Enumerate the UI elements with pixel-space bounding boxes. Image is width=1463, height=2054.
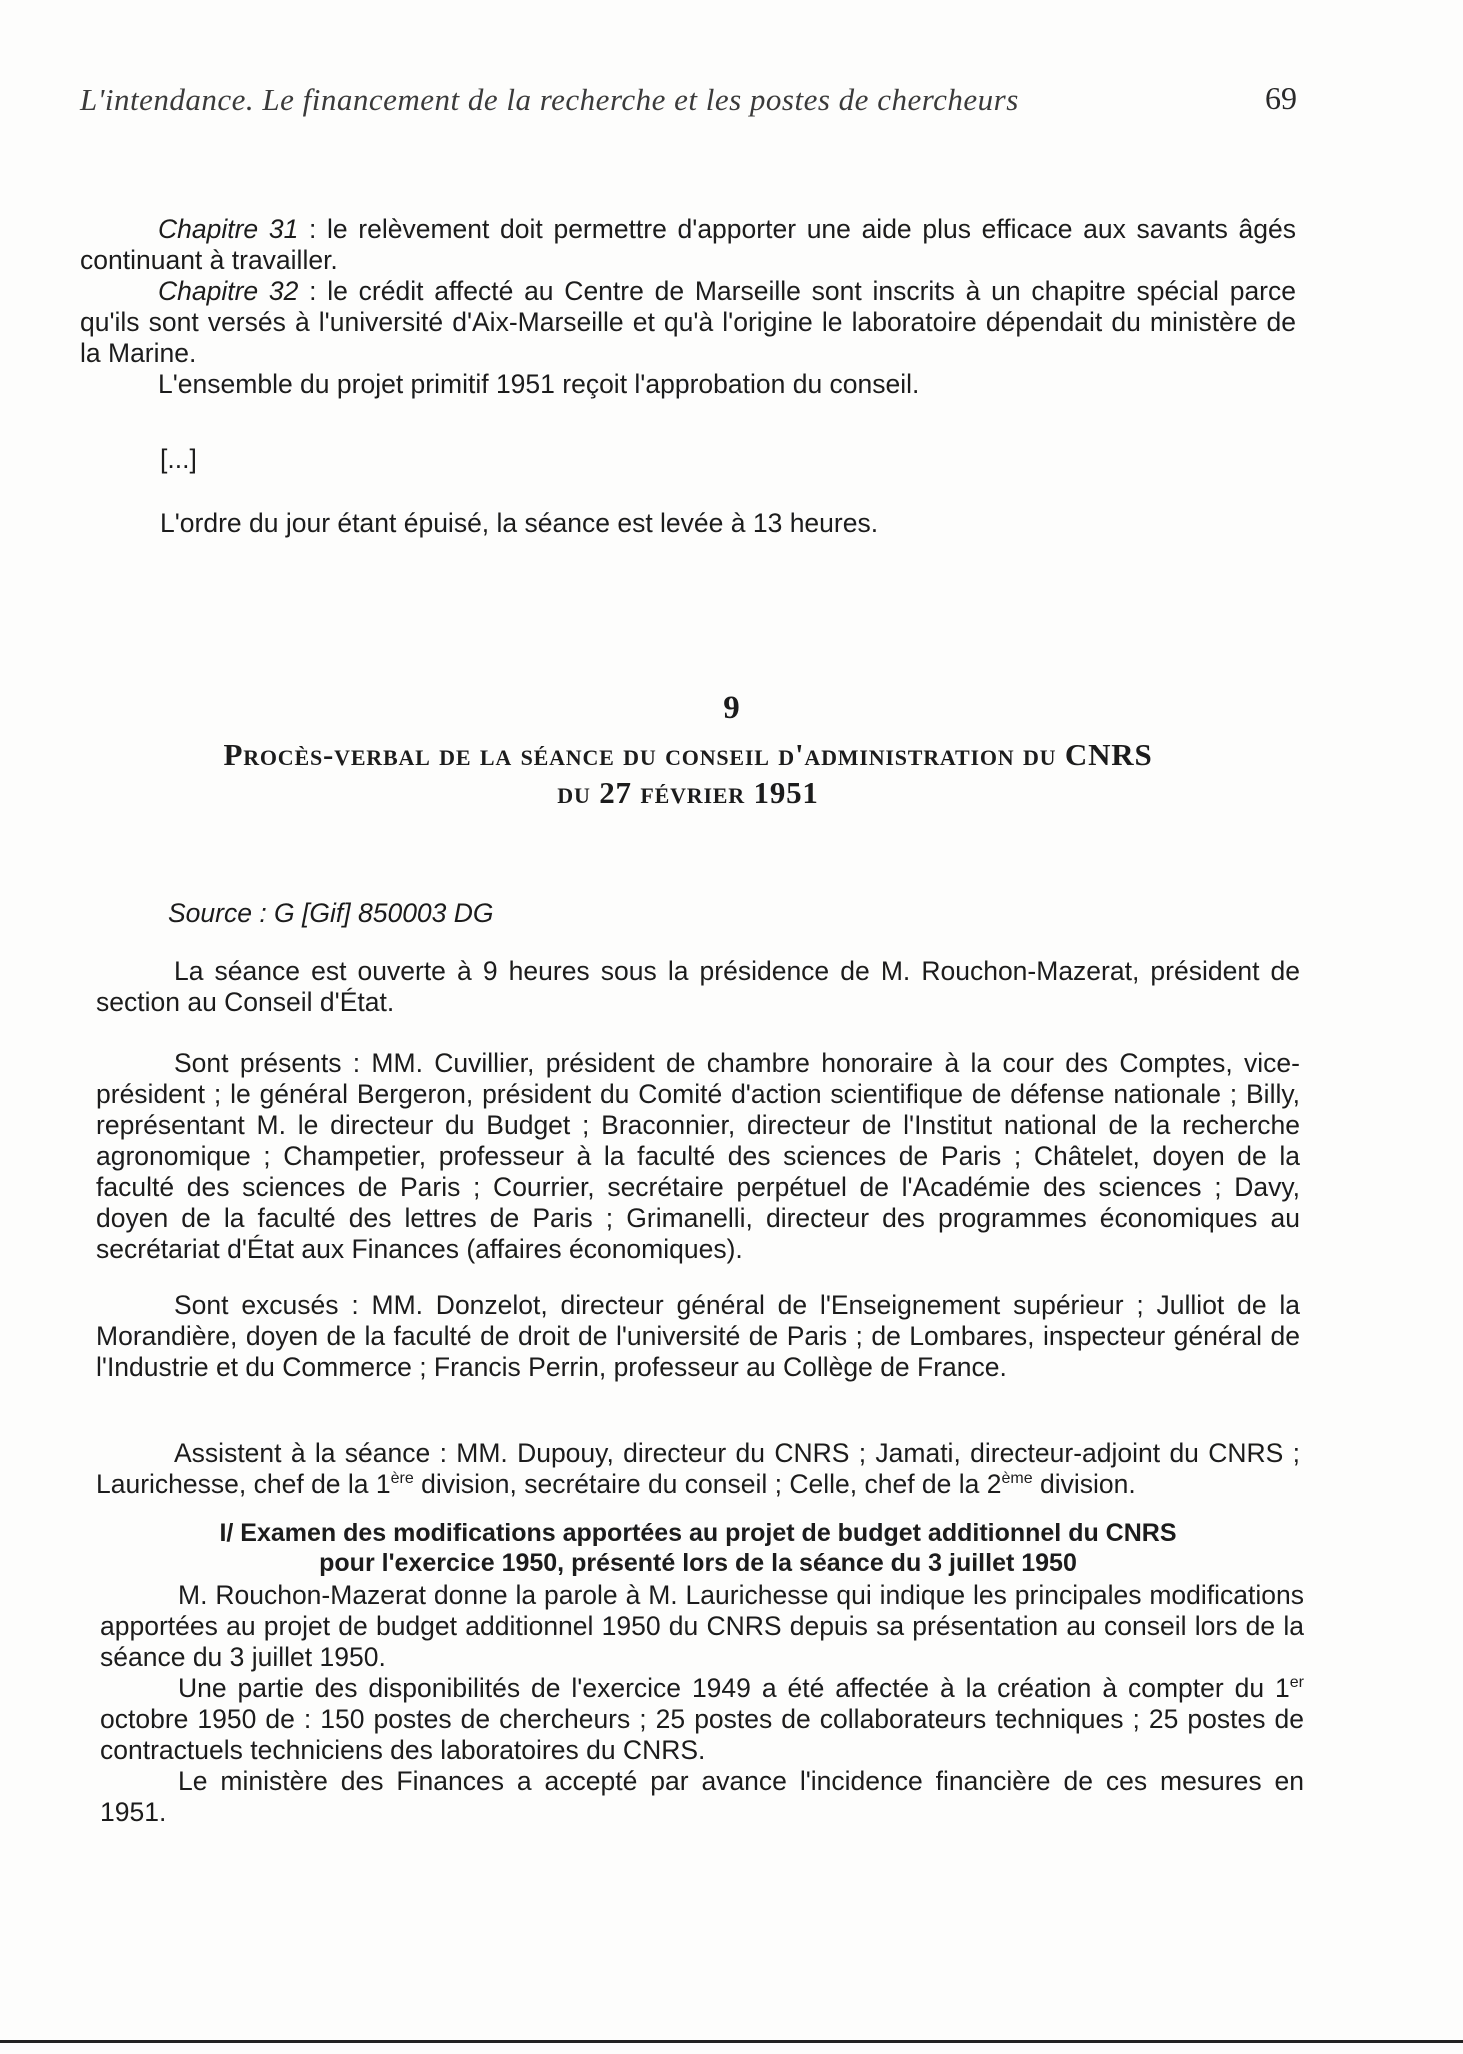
document-number: 9 — [723, 690, 740, 726]
superscript-ere: ère — [390, 1470, 414, 1488]
section-heading-line-2: pour l'exercice 1950, présenté lors de la séance du 3 juillet 1950 — [319, 1549, 1077, 1577]
assistent-block — [96, 1438, 1300, 1500]
assistent-text-1: Assistent à la séance : MM. Dupouy, directeur du CNRS ; Jamati, directeur-adjoint du CNRS ; Laurichesse, chef de la 1 — [96, 1438, 1300, 1499]
assistent-paragraph — [96, 1438, 1300, 1500]
section-paragraph-2 — [100, 1673, 1304, 1766]
opening-block — [96, 956, 1300, 1018]
superscript-er: er — [1289, 1674, 1304, 1692]
previous-section-text — [80, 214, 1296, 400]
excuses-paragraph: Sont excusés : MM. Donzelot, directeur général de l'Enseignement supérieur ; Julliot de la Morandière, doyen de la faculté de droit de l'université de Paris ; de Lombares, inspecteur général de l'Industrie et du Commerce ; Francis Perrin, professeur au Collège de France. — [96, 1290, 1300, 1382]
chapter-32-paragraph — [80, 276, 1296, 369]
document-title — [80, 736, 1296, 812]
approval-paragraph: L'ensemble du projet primitif 1951 reçoit l'approbation du conseil. — [158, 369, 920, 399]
bottom-edge-rule — [0, 2040, 1463, 2043]
section-body — [100, 1580, 1304, 1828]
ellipsis: [...] — [160, 444, 197, 474]
paragraph-2-text-1: Une partie des disponibilités de l'exercice 1949 a été affectée à la création à compter du 1 — [178, 1673, 1290, 1703]
section-heading — [96, 1518, 1300, 1578]
opening-paragraph: La séance est ouverte à 9 heures sous la présidence de M. Rouchon-Mazerat, président de section au Conseil d'État. — [96, 956, 1300, 1017]
page-number: 69 — [1265, 80, 1297, 116]
source-line: Source : G [Gif] 850003 DG — [168, 898, 494, 928]
section-heading-line-1: I/ Examen des modifications apportées au projet de budget additionnel du CNRS — [219, 1519, 1177, 1547]
excuses-block — [96, 1290, 1300, 1383]
chapter-32-label: Chapitre 32 — [158, 276, 299, 306]
closing-paragraph: L'ordre du jour étant épuisé, la séance est levée à 13 heures. — [160, 508, 879, 538]
section-paragraph-3: Le ministère des Finances a accepté par avance l'incidence financière de ces mesures en 1951. — [100, 1766, 1304, 1827]
section-paragraph-1: M. Rouchon-Mazerat donne la parole à M. Laurichesse qui indique les principales modifications apportées au projet de budget additionnel 1950 du CNRS depuis sa présentation au conseil lors de la séance du 3 juillet 1950. — [100, 1580, 1304, 1672]
assistent-text-3: division. — [1032, 1469, 1136, 1499]
document-title-line-2: du 27 février 1951 — [557, 775, 819, 810]
running-header: L'intendance. Le financement de la recherche et les postes de chercheurs — [80, 82, 1019, 117]
chapter-31-label: Chapitre 31 — [158, 214, 299, 244]
assistent-text-2: division, secrétaire du conseil ; Celle, chef de la 2 — [413, 1469, 1002, 1499]
document-title-line-1: Procès-verbal de la séance du conseil d'administration du CNRS — [223, 737, 1153, 772]
chapter-31-text: : le relèvement doit permettre d'apporter une aide plus efficace aux savants âgés continuant à travailler. — [80, 214, 1296, 275]
presents-block — [96, 1048, 1300, 1265]
chapter-31-paragraph — [80, 214, 1296, 276]
paragraph-2-text-2: octobre 1950 de : 150 postes de chercheurs ; 25 postes de collaborateurs techniques ; 25 postes de contractuels techniciens des laboratoires du CNRS. — [100, 1704, 1304, 1765]
superscript-eme: ème — [1001, 1470, 1033, 1488]
presents-paragraph: Sont présents : MM. Cuvillier, président de chambre honoraire à la cour des Comptes, vice-président ; le général Bergeron, président du Comité d'action scientifique de défense nationale ; Billy, représentant M. le directeur du Budget ; Braconnier, directeur de l'Institut national de la recherche agronomique ; Champetier, professeur à la faculté des sciences de Paris ; Châtelet, doyen de la faculté des sciences de Paris ; Courrier, secrétaire perpétuel de l'Académie des sciences ; Davy, doyen de la faculté des lettres de Paris ; Grimanelli, directeur des programmes économiques au secrétariat d'État aux Finances (affaires économiques). — [96, 1048, 1300, 1264]
chapter-32-text: : le crédit affecté au Centre de Marseille sont inscrits à un chapitre spécial parce qu'ils sont versés à l'université d'Aix-Marseille et qu'à l'origine le laboratoire dépendait du ministère de la Marine. — [80, 276, 1296, 368]
